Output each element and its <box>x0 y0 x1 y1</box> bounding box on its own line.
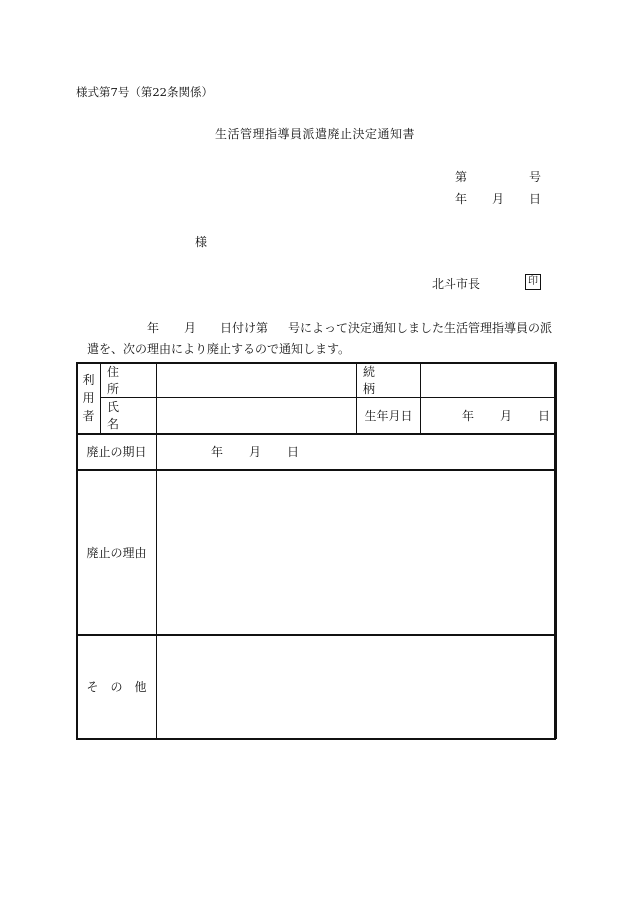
relation-field[interactable] <box>421 363 557 398</box>
notice-line2: 遣を、次の理由により廃止するので通知します。 <box>87 342 351 356</box>
birth-day: 日 <box>537 408 550 423</box>
name-field[interactable] <box>157 398 357 434</box>
seal-mark: 印 <box>525 274 541 290</box>
addressee-suffix: 様 <box>195 235 208 249</box>
birth-date-field[interactable] <box>421 398 557 434</box>
notice-text <box>87 318 557 360</box>
form-number: 様式第7号（第22条関係） <box>76 85 213 99</box>
birth-month: 月 <box>499 408 512 423</box>
number-prefix: 第 <box>455 170 468 184</box>
document-number <box>455 168 541 185</box>
end-month: 月 <box>249 445 262 459</box>
other-field[interactable] <box>157 635 557 739</box>
reason-field[interactable] <box>157 470 557 635</box>
notice-rest: 号によって決定通知しました生活管理指導員の派 <box>288 321 553 335</box>
issue-date <box>455 190 541 207</box>
name-label: 氏 名 <box>101 398 157 434</box>
document-title: 生活管理指導員派遣廃止決定通知書 <box>214 127 415 141</box>
reason-label: 廃止の理由 <box>77 470 157 635</box>
relation-label: 続 柄 <box>357 363 421 398</box>
user-label: 利用者 <box>77 363 101 434</box>
birth-year: 年 <box>461 408 474 423</box>
issue-month: 月 <box>492 192 505 206</box>
issuer-name: 北斗市長 <box>432 277 481 291</box>
end-year: 年 <box>211 445 224 459</box>
notice-day: 日付け第 <box>220 321 269 335</box>
notice-year: 年 <box>147 321 160 335</box>
number-suffix: 号 <box>529 170 542 184</box>
address-field[interactable] <box>157 363 357 398</box>
end-day: 日 <box>287 445 300 459</box>
issue-day: 日 <box>529 192 542 206</box>
end-date-label: 廃止の期日 <box>77 434 157 470</box>
birth-label: 生年月日 <box>357 398 421 434</box>
end-date-field[interactable] <box>157 434 557 470</box>
address-label: 住 所 <box>101 363 157 398</box>
notice-table <box>76 362 557 739</box>
issue-year: 年 <box>455 192 468 206</box>
other-label: そ の 他 <box>77 635 157 739</box>
notice-month: 月 <box>184 321 197 335</box>
